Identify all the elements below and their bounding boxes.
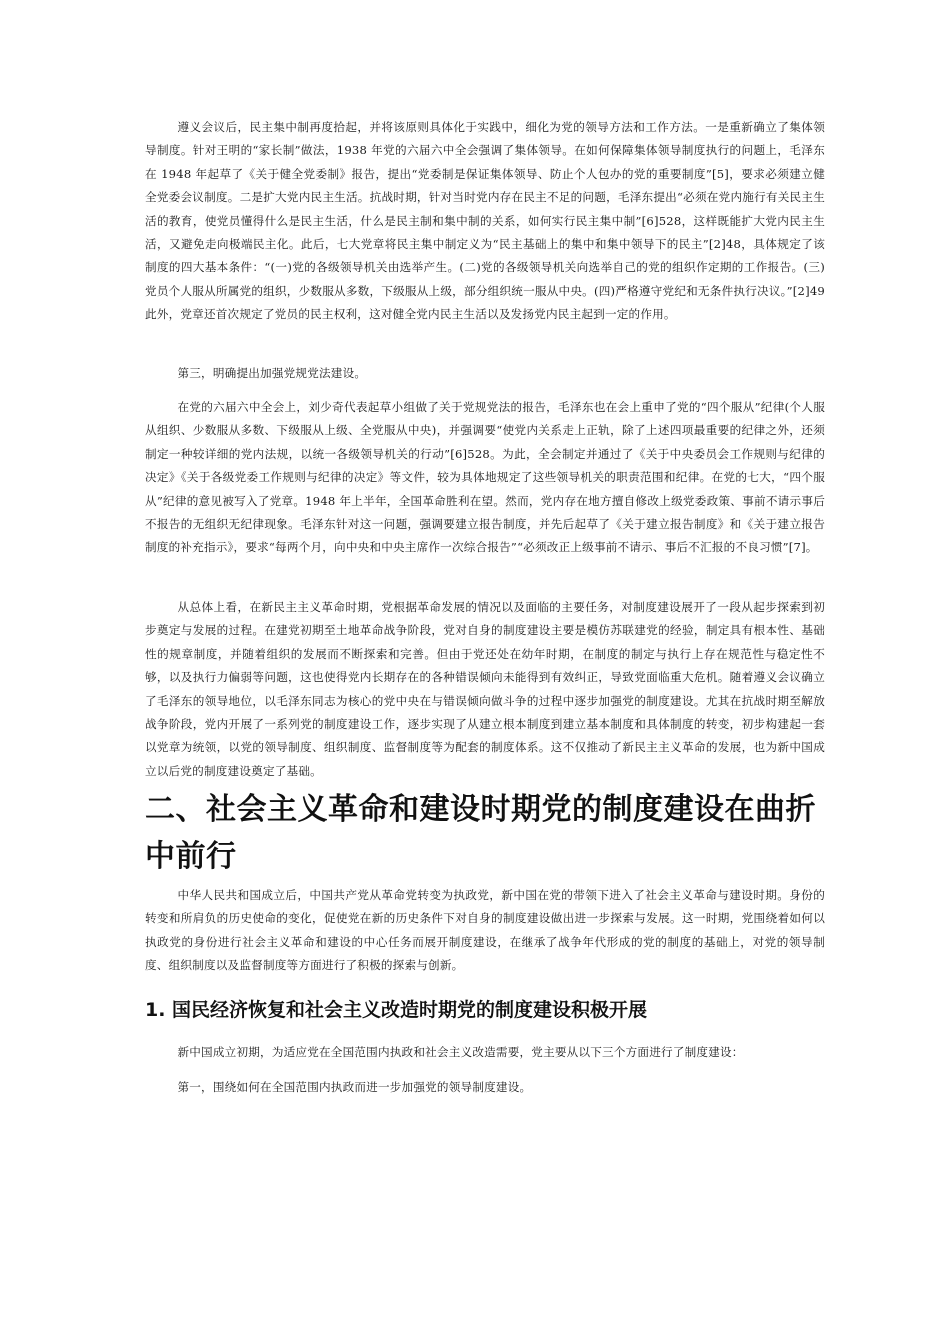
paragraph-early-prc: 新中国成立初期，为适应党在全国范围内执政和社会主义改造需要，党主要从以下三个方面进行了制度建设： <box>177 1045 744 1059</box>
paragraph-third-point: 第三，明确提出加强党规党法建设。 <box>177 366 367 380</box>
section-heading: 二、社会主义革命和建设时期党的制度建设在曲折中前行 <box>145 792 816 874</box>
subsection-heading: 1. 国民经济恢复和社会主义改造时期党的制度建设积极开展 <box>145 999 648 1021</box>
paragraph-democratic-centralism: 遵义会议后，民主集中制再度拾起，并将该原则具体化于实践中，细化为党的领导方法和工作方法。一是重新确立了集体领导制度。针对王明的“家长制”做法，1938 年党的六届六中全会强调了集体领导。在如何保障集体领导制度执行的问题上，毛泽东在 1948 年起草了《关于健全党委制》报告，提出“党委制是保证集体领导、防止个人包办的党的重要制度”[5]，要求必须建立健全党委会议制度。二是扩大党内民主生活。抗战时期，针对当时党内存在民主不足的问题，毛泽东提出“必须在党内施行有关民主生活的教育，使党员懂得什么是民主生活，什么是民主制和集中制的关系，如何实行民主集中制”[6]528，这样既能扩大党内民主生活，又避免走向极端民主化。此后，七大党章将民主集中制定义为“民主基础上的集中和集中领导下的民主”[2]48，具体规定了该制度的四大基本条件：“(一)党的各级领导机关由选举产生。(二)党的各级领导机关向选举自己的党的组织作定期的工作报告。(三)党员个人服从所属党的组织，少数服从多数，下级服从上级，部分组织统一服从中央。(四)严格遵守党纪和无条件执行决议。”[2]49 此外，党章还首次规定了党员的民主权利，这对健全党内民主生活以及发扬党内民主起到一定的作用。 <box>145 120 825 322</box>
paragraph-party-rules: 在党的六届六中全会上，刘少奇代表起草小组做了关于党规党法的报告，毛泽东也在会上重申了党的“四个服从”纪律(个人服从组织、少数服从多数、下级服从上级、全党服从中央)，并强调要“使党内关系走上正轨，除了上述四项最重要的纪律之外，还须制定一种较详细的党内法规，以统一各级领导机关的行动”[6]528。为此，全会制定并通过了《关于中央委员会工作规则与纪律的决定》《关于各级党委工作规则与纪律的决定》等文件，较为具体地规定了这些领导机关的职责范围和纪律。在党的七大，“四个服从”纪律的意见被写入了党章。1948 年上半年，全国革命胜利在望。然而，党内存在地方擅自修改上级党委政策、事前不请示事后不报告的无组织无纪律现象。毛泽东针对这一问题，强调要建立报告制度，并先后起草了《关于建立报告制度》和《关于建立报告制度的补充指示》，要求“每两个月，向中央和中央主席作一次综合报告”“必须改正上级事前不请示、事后不汇报的不良习惯”[7]。 <box>145 400 825 555</box>
paragraph-first-point: 第一，围绕如何在全国范围内执政而进一步加强党的领导制度建设。 <box>177 1080 532 1094</box>
paragraph-prc-founding: 中华人民共和国成立后，中国共产党从革命党转变为执政党，新中国在党的带领下进入了社会主义革命与建设时期。身份的转变和所肩负的历史使命的变化，促使党在新的历史条件下对自身的制度建设做出进一步探索与发展。这一时期，党围绕着如何以执政党的身份进行社会主义革命和建设的中心任务而展开制度建设，在继承了战争年代形成的党的制度的基础上，对党的领导制度、组织制度以及监督制度等方面进行了积极的探索与创新。 <box>145 888 825 973</box>
paragraph-summary: 从总体上看，在新民主主义革命时期，党根据革命发展的情况以及面临的主要任务，对制度建设展开了一段从起步探索到初步奠定与发展的过程。在建党初期至土地革命战争阶段，党对自身的制度建设主要是模仿苏联建党的经验，制定具有根本性、基础性的规章制度，并随着组织的发展而不断探索和完善。但由于党还处在幼年时期，在制度的制定与执行上存在规范性与稳定性不够，以及执行力偏弱等问题，这也使得党内长期存在的各种错误倾向未能得到有效纠正，导致党面临重大危机。随着遵义会议确立了毛泽东的领导地位，以毛泽东同志为核心的党中央在与错误倾向做斗争的过程中逐步加强党的制度建设。尤其在抗战时期至解放战争阶段，党内开展了一系列党的制度建设工作，逐步实现了从建立根本制度到建立基本制度和具体制度的转变，初步构建起一套以党章为统领，以党的领导制度、组织制度、监督制度等为配套的制度体系。这不仅推动了新民主主义革命的发展，也为新中国成立以后党的制度建设奠定了基础。 <box>145 600 825 778</box>
